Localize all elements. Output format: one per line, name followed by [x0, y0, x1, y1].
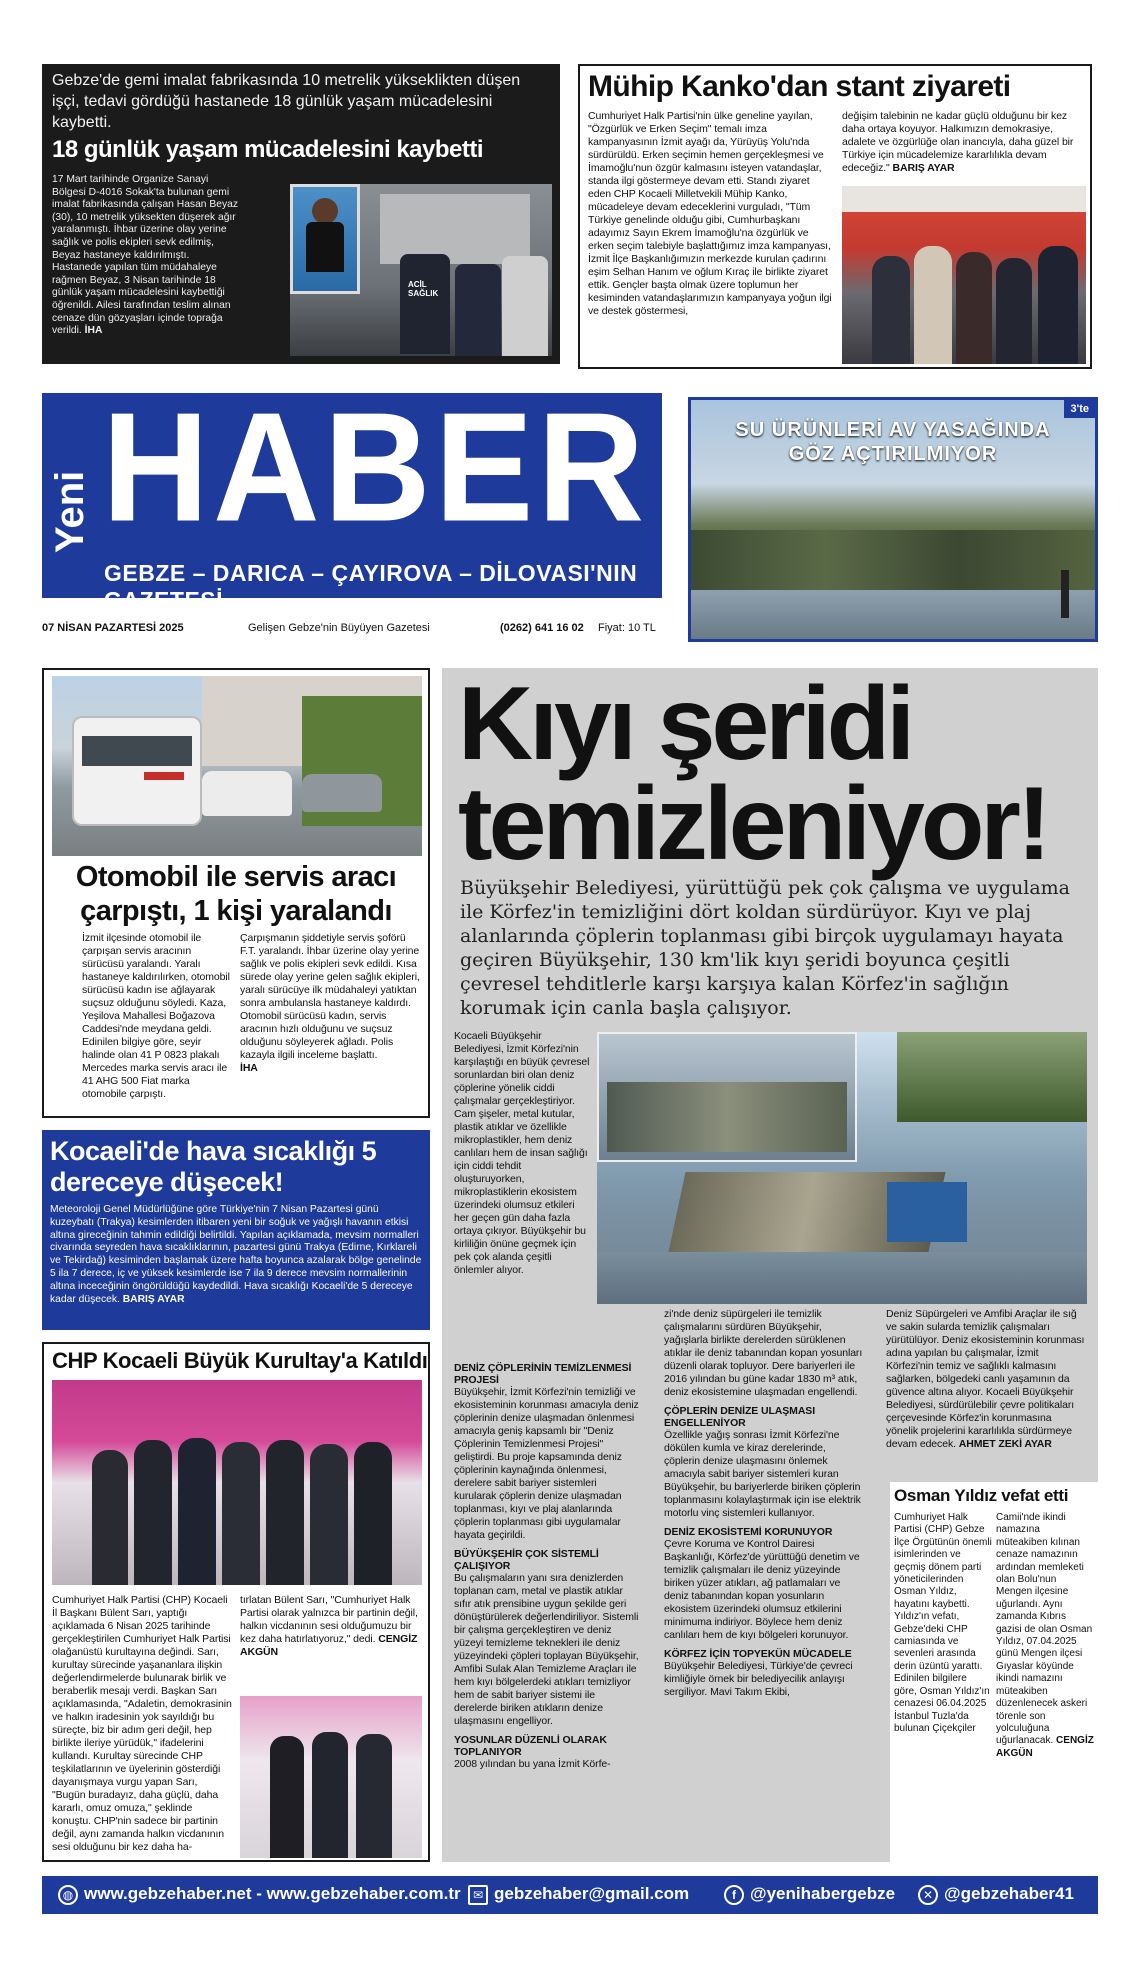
osman-col-1: Cumhuriyet Halk Partisi (CHP) Gebze İlçe Örgütünün önemli isimlerinden ve geçmiş dönem parti yöneticilerinden Osman Yıldız, hayatını kaybetti. Yıldız'ın vefatı, Gebze'deki CHP camiasında ve sevenleri arasında derin üzüntü yarattı. Edinilen bilgilere göre, Osman Yıldız'ın cenazesi 06.04.2025 İstanbul Tuzla'da bulunan Çiçekçiler: [894, 1512, 992, 1734]
osman-headline: Osman Yıldız vefat etti: [894, 1486, 1069, 1505]
footer-facebook[interactable]: f @yenihabergebze: [724, 1884, 895, 1905]
masthead-title: HABER: [102, 380, 649, 555]
kanko-col-1: Cumhuriyet Halk Partisi'nin ülke geneline yayılan, "Özgürlük ve Erken Seçim" temalı imza kampanyasının İzmit ayağı da, Yürüyüş Yolu'nda sürdürüldü. Erken seçimin hemen gerçekleşmesi ve İmamoğlu'nun özgür kalmasını isteyen vatandaşlar, standa ilgi göstermeye devam etti. Standı ziyaret eden CHP Kocaeli Milletvekili Mühip Kanko, mücadeleye devam edeceklerini vurguladı, "Tüm Türkiye genelinde olduğu gibi, Cumhurbaşkanı adayımız Sayın Ekrem İmamoğlu'na özgürlük ve erken seçim talebiyle başlattığımız imza kampanyası, İzmit İlçe Başkanlığımızın merkezde kurulan çadırını eşim Selhan Hanım ve oğlum Kıraç ile birlikte ziyaret ettik. Gençler başta olmak üzere toplumun her kesiminden vatandaşlarımızın kampanyaya yoğun ilgi ve destek göstermesi,: [588, 110, 832, 317]
main-col-c: zi'nde deniz süpürgeleri ile temizlik çalışmalarını sürdüren Büyükşehir, yağışlarla birlikte derelerden sürüklenen atıklar ile deniz tabanından kopan yosunları düzenli olarak topluyor. Dere bariyerleri ile 2016 yılından bu güne kadar 1830 m³ atık, deniz ekosistemine ulaşmadan engellendi. ÇÖPLERİN DENİZE ULAŞMASI ENGELLENİYOR Özellikle yağış sonrası İzmit Körfezi'ne dökülen kumla ve kiraz derelerinde, çöplerin denize ulaşmasını önlemek amacıyla sabit bariyer sistemleri kuran Büyükşehir, bu bariyerlerde biriken çöplerin toplanmasını kolaylaştırmak için ise elektrik motorlu vinç sistemleri kullanıyor. DENİZ EKOSİSTEMİ KORUNUYOR Çevre Koruma ve Kontrol Dairesi Başkanlığı, Körfez'de yürüttüğü denetim ve temizlik çalışmaları ile deniz yüzeyinde biriken yüzer atıkları, ağ patlamaları ve deniz tabanından kopan yosunların ekosistem üzerindeki olumsuz etkilerini minimuma indiriyor. Böylece hem deniz canlıları hem de kıyı bölgeleri korunuyor. KÖRFEZ İÇİN TOPYEKÜN MÜCADELE Büyükşehir Belediyesi, Türkiye'de çevreci kimliğiyle örnek bir belediyecilik anlayışı sergiliyor. Mavi Takım Ekibi,: [664, 1308, 863, 1698]
chp-photo-2: [240, 1696, 422, 1858]
facebook-icon: f: [724, 1885, 744, 1905]
chp-photo-1: [52, 1380, 422, 1585]
mail-icon: ✉: [468, 1885, 488, 1905]
chp-col-2: tırlatan Bülent Sarı, "Cumhuriyet Halk Partisi olarak yalnızca bir partinin değil, halkın vicdanının sesi olduğumuzu bir kez daha hatırlatıyoruz," dedi. CENGİZ AKGÜN: [240, 1594, 418, 1658]
footer-web[interactable]: ◍ www.gebzehaber.net - www.gebzehaber.com.tr: [58, 1884, 461, 1905]
footer: [42, 1876, 1098, 1914]
sub-coplerin-denize: ÇÖPLERİN DENİZE ULAŞMASI ENGELLENİYOR: [664, 1405, 816, 1429]
gemi-body: 17 Mart tarihinde Organize Sanayi Bölgesi D-4016 Sokak'ta bulunan gemi imalat fabrikasında çalışan Hasan Beyaz (30), 10 metrelik yüksekten düşerek ağır yaralanmıştı. İhbar üzerine olay yerine sağlık ve polis ekipleri sevk edilmiş, Beyaz hastaneye kaldırılmıştı. Hastanede yapılan tüm müdahaleye rağmen Beyaz, 3 Nisan tarihinde 18 günlük yaşam mücadelesini kaybettiği öğrenildi. Ailesi tarafından teslim alınan cenaze dün gözyaşları içinde toprağa verildi. İHA: [52, 174, 239, 337]
main-col-b: DENİZ ÇÖPLERİNİN TEMİZLENMESİ PROJESİ Büyükşehir, İzmit Körfezi'nin temizliği ve ekosisteminin korunması amacıyla deniz çöplerinin denize ulaşmadan önlenmesi amacıyla geniş kapsamlı bir "Deniz Çöplerinin Temizlenmesi Projesi" geliştirdi. Bu proje kapsamında deniz çöplerinin kaynağında önlenmesi, derelere sabit bariyer sistemleri kurularak çöplerin denize ulaşmadan toplanması, kıyı ve plaj alanlarında çöplerin toplanması gibi uygulamalar hayata geçirildi. BÜYÜKŞEHİR ÇOK SİSTEMLİ ÇALIŞIYOR Bu çalışmaların yanı sıra denizlerden toplanan cam, metal ve plastik atıklar sıfır atık prensibine uygun şekilde geri dönüştürülerek değerlendiriliyor. Sistemli bir çalışma gerçekleştiren ve deniz yüzeyi temizleme teknekleri ile deniz yüzeyindeki çöpleri toplayan Büyükşehir, Amfibi Sulak Alan Temizleme Araçları ile hem kıyı bölgelerdeki atıkları temizliyor hem de sabit bariyer sistemi ile derelerde biriken atıkların denize ulaşmasını engelliyor. YOSUNLAR DÜZENLİ OLARAK TOPLANIYOR 2008 yılından bu yana İzmit Körfe-: [454, 1362, 639, 1770]
main-col-a: Kocaeli Büyükşehir Belediyesi, İzmit Körfezi'nin karşılaştığı en büyük çevresel sorunlardan biri olan deniz çöplerine yönelik ciddi çalışmalar gerçekleştiriyor. Cam şişeler, metal kutular, plastik atıklar ve özellikle mikroplastikler, hem deniz canlıları hem de insan sağlığı için ciddi tehdit oluşturuyorken, mikroplastiklerin ekosistem üzerindeki olumsuz etkileri her geçen gün daha fazla ortaya çıkıyor. Büyükşehir bu kirliliğin önüne geçmek için pek çok alanda çeşitli önlemler alıyor.: [454, 1030, 590, 1276]
main-photo: [597, 1032, 1087, 1304]
story-osman: [890, 1482, 1098, 1862]
sub-cok-sistemli: BÜYÜKŞEHİR ÇOK SİSTEMLİ ÇALIŞIYOR: [454, 1548, 599, 1572]
main-lead: Büyükşehir Belediyesi, yürüttüğü pek çok çalışma ve uygulama ile Körfez'in temizliğini dört koldan sürdürüyor. Kıyı ve plaj alanlarında çöplerin toplanması gibi birçok uygulamayı hayata geçiren Büyükşehir, 130 km'lik kıyı şeridi boyunca çeşitli çevresel tehditlerle karşı karşıya kalan Körfez'in sağlığın korumak için canla başla çalışıyor.: [460, 877, 1070, 1019]
oto-photo: [52, 676, 422, 856]
gemi-photo: [290, 184, 552, 356]
phone: (0262) 641 16 02: [500, 622, 584, 634]
footer-x[interactable]: ✕ @gebzehaber41: [918, 1884, 1074, 1905]
story-gemi: [42, 64, 560, 364]
story-su-urunleri: [688, 397, 1098, 642]
x-icon: ✕: [918, 1885, 938, 1905]
masthead-subtitle: GEBZE – DARICA – ÇAYIROVA – DİLOVASI'NIN GAZETESİ: [104, 560, 638, 613]
su-title: SU ÜRÜNLERİ AV YASAĞINDA GÖZ AÇTIRILMIYOR: [735, 419, 1051, 465]
issue-date: 07 NİSAN PAZARTESİ 2025: [42, 622, 184, 634]
hava-headline: Kocaeli'de hava sıcaklığı 5 dereceye düşecek!: [50, 1136, 377, 1197]
hava-body: Meteoroloji Genel Müdürlüğüne göre Türkiye'nin 7 Nisan Pazartesi günü kuzeybatı (Trakya) kesimlerden itibaren yeni bir soğuk ve yağışlı havanın etkisi altına gireceğinin tahmin edildiği belirtildi. Yapılan açıklamada, mevsim normalleri civarında seyreden hava sıcaklıklarının, pazartesi günü Trakya (Edirne, Kırklareli ve Tekirdağ) kesiminden başlamak üzere hafta boyunca azalarak bölge genelinde 5 ila 7 derece, iç ve yüksek kesimlerde ise 7 ila 9 derece mevsim normallerinin altına inceceğinin öngörüldüğü kaydedildi. Hava sıcaklığı Kocaeli'de 5 dereceye kadar düşecek. BARIŞ AYAR: [50, 1204, 422, 1305]
slogan: Gelişen Gebze'nin Büyüyen Gazetesi: [248, 622, 430, 634]
sub-yosunlar: YOSUNLAR DÜZENLİ OLARAK TOPLANIYOR: [454, 1734, 607, 1758]
story-chp: [42, 1342, 430, 1862]
price: Fiyat: 10 TL: [598, 622, 656, 634]
masthead: [42, 380, 662, 613]
sub-deniz-coplerinin: DENİZ ÇÖPLERİNİN TEMİZLENMESİ PROJESİ: [454, 1362, 632, 1386]
photo-label: ACİL SAĞLIK: [408, 280, 439, 298]
masthead-yeni: Yeni: [48, 470, 92, 553]
sub-topyekun: KÖRFEZ İÇİN TOPYEKÜN MÜCADELE: [664, 1648, 852, 1660]
oto-col-1: İzmit ilçesinde otomobil ile çarpışan servis aracının sürücüsü yaralandı. Yaralı hastaneye kaldırılırken, otomobil sürücüsü kadın ise ağlayarak suçsuz olduğunu söyledi. Kaza, Yeşilova Mahallesi Boğazova Caddesi'nde meydana geldi. Edinilen bilgiye göre, seyir halinde olan 41 P 0823 plakalı Mercedes marka servis aracı ile 41 AHG 500 Fiat marka otomobile çarpıştı.: [82, 932, 230, 1100]
gemi-intro: Gebze'de gemi imalat fabrikasında 10 metrelik yükseklikten düşen işçi, tedavi gördüğü hastanede 18 günlük yaşam mücadelesini kaybetti.: [52, 72, 521, 131]
gemi-headline: 18 günlük yaşam mücadelesini kaybetti: [52, 136, 484, 163]
osman-col-2: Camii'nde ikindi namazına müteakiben kılınan cenaze namazının ardından memleketi olan Bolu'nun Mengen ilçesine uğurlandı. Aynı zamanda Kıbrıs gazisi de olan Osman Yıldız, 07.04.2025 günü Mengen ilçesi Gıyaslar köyünde ikindi namazını müteakiben düzenlenecek askeri törenle son yolculuğuna uğurlanacak. CENGİZ AKGÜN: [996, 1512, 1094, 1759]
main-col-d: Deniz Süpürgeleri ve Amfibi Araçlar ile sığ ve sakin sularda temizlik çalışmaları yürütülüyor. Deniz ekosisteminin korunması adına yapılan bu çalışmalar, İzmit Körfezi'nin temiz ve sağlıklı kalmasını sağlarken, bölgedeki canlı yaşamının da güvence altına alıyor. Kocaeli Büyükşehir Belediyesi, sürdürülebilir çevre politikaları çerçevesinde Körfez'in korunmasına yönelik projelerini kararlılıkla sürdürmeye devam edecek. AHMET ZEKİ AYAR: [886, 1308, 1085, 1450]
chp-col-1: Cumhuriyet Halk Partisi (CHP) Kocaeli İl Başkanı Bülent Sarı, yaptığı açıklamada 6 Nisan 2025 tarihinde gerçekleştirilen Cumhuriyet Halk Partisi olağanüstü kurultayına değindi. Sarı, kurultay sürecinde yaşananlara ilişkin değerlendirmelerde bulunarak birlik ve beraberlik mesajı verdi. Başkan Sarı açıklamasında, "Adaletin, demokrasinin ve halkın iradesinin yok sayıldığı bu süreçte, biz bir adım geri değil, hep birlikte ileriye yürüdük," ifadelerini kullandı. Kurultay sürecinde CHP teşkilatlarının ve üyelerinin gösterdiği dayanışmaya vurgu yapan Sarı, "Bugün buradayız, daha güçlü, daha kararlı, omuz omuza," şeklinde konuştu. CHP'nin sadece bir partinin değil, aynı zamanda halkın vicdanının sesi olduğunu bir kez daha ha-: [52, 1594, 232, 1853]
story-hava: [42, 1130, 430, 1330]
sub-ekosistem: DENİZ EKOSİSTEMİ KORUNUYOR: [664, 1526, 833, 1538]
oto-col-2: Çarpışmanın şiddetiyle servis şoförü F.T. yaralandı. İhbar üzerine olay yerine sağlık ve polis ekipleri sevk edildi. Kısa sürede olay yerine gelen sağlık ekipleri, yaralı sürücüye ilk müdahaleyi yatıktan sonra ambulansla hastaneye kaldırdı. Otomobil sürücüsü kadın, servis aracının hızlı olduğunu ve suçsuz olduğunu söyleyerek ağladı. Polis kazayla ilgili inceleme başlattı. İHA: [240, 932, 420, 1074]
oto-headline: Otomobil ile servis aracı çarpıştı, 1 kişi yaralandı: [75, 861, 397, 927]
kanko-headline: Mühip Kanko'dan stant ziyareti: [588, 70, 1011, 103]
story-otomobil: [42, 668, 430, 1118]
footer-email[interactable]: ✉ gebzehaber@gmail.com: [468, 1884, 689, 1905]
globe-icon: ◍: [58, 1885, 78, 1905]
chp-headline: CHP Kocaeli Büyük Kurultay'a Katıldı: [52, 1348, 428, 1373]
kanko-photo: [842, 186, 1086, 364]
kanko-col-2: değişim talebinin ne kadar güçlü olduğunu bir kez daha ortaya koyuyor. Halkımızın demokrasiye, adalete ve özgürlüğe olan inancıyla, daha güzel bir Türkiye için mücadelemize kararlılıkla devam edeceğiz." BARIŞ AYAR: [842, 110, 1074, 174]
main-headline: Kıyı şeridi temizleniyor!: [458, 666, 1048, 882]
story-kanko: [578, 64, 1092, 369]
page-badge: 3'te: [1064, 400, 1095, 418]
